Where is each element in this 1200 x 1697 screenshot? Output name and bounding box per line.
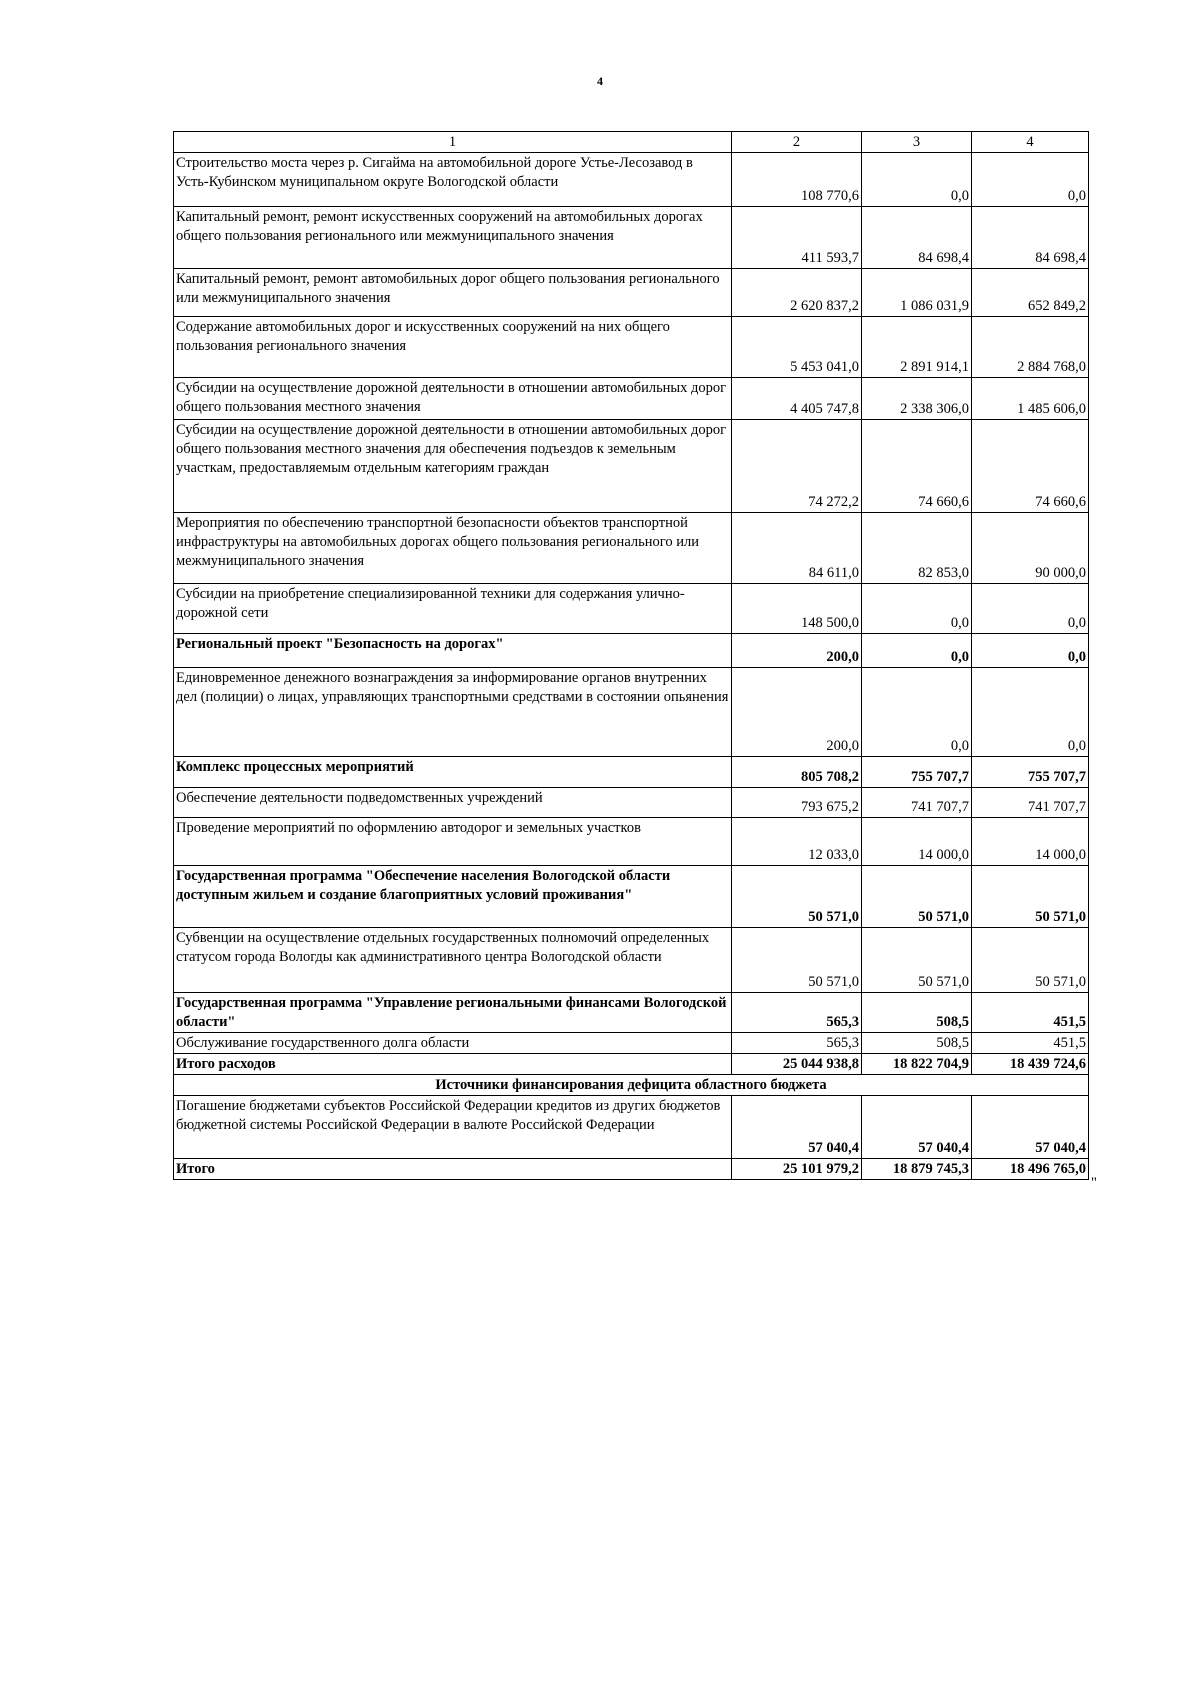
table-row [174,269,1089,317]
table-row [174,1054,1089,1075]
value-cell-col4: 0,0 [972,153,1089,207]
row-description: Субсидии на осуществление дорожной деятельности в отношении автомобильных дорог общего пользования местного значения [174,378,732,420]
value-cell-col2: 793 675,2 [732,788,862,818]
value-cell-col4: 755 707,7 [972,757,1089,788]
value-cell-col3: 2 338 306,0 [862,378,972,420]
value-cell-col3: 508,5 [862,993,972,1033]
value-cell-col3: 50 571,0 [862,866,972,928]
value-cell-col4: 2 884 768,0 [972,317,1089,378]
table-row [174,513,1089,584]
column-header-4: 4 [972,132,1089,153]
column-header-1: 1 [174,132,732,153]
table-row [174,317,1089,378]
table-row [174,668,1089,757]
value-cell-col3: 57 040,4 [862,1096,972,1159]
table-row [174,818,1089,866]
value-cell-col4: 652 849,2 [972,269,1089,317]
row-description: Проведение мероприятий по оформлению автодорог и земельных участков [174,818,732,866]
value-cell-col3: 1 086 031,9 [862,269,972,317]
value-cell-col4: 90 000,0 [972,513,1089,584]
row-description: Обслуживание государственного долга области [174,1033,732,1054]
value-cell-col4: 451,5 [972,993,1089,1033]
value-cell-col4: 18 496 765,0 [972,1159,1089,1180]
value-cell-col4: 741 707,7 [972,788,1089,818]
value-cell-col3: 74 660,6 [862,420,972,513]
value-cell-col4: 0,0 [972,634,1089,668]
value-cell-col3: 14 000,0 [862,818,972,866]
value-cell-col4: 18 439 724,6 [972,1054,1089,1075]
value-cell-col3: 84 698,4 [862,207,972,269]
table-row [174,993,1089,1033]
value-cell-col3: 508,5 [862,1033,972,1054]
row-description: Обеспечение деятельности подведомственных учреждений [174,788,732,818]
table-row [174,1159,1089,1180]
value-cell-col3: 0,0 [862,153,972,207]
value-cell-col3: 82 853,0 [862,513,972,584]
value-cell-col2: 4 405 747,8 [732,378,862,420]
table-row [174,757,1089,788]
column-header-2: 2 [732,132,862,153]
value-cell-col3: 741 707,7 [862,788,972,818]
value-cell-col2: 148 500,0 [732,584,862,634]
value-cell-col3: 2 891 914,1 [862,317,972,378]
row-description: Субвенции на осуществление отдельных государственных полномочий определенных статусом города Вологды как административного центра Вологодской области [174,928,732,993]
value-cell-col2: 2 620 837,2 [732,269,862,317]
row-description: Погашение бюджетами субъектов Российской Федерации кредитов из других бюджетов бюджетной системы Российской Федерации в валюте Российской Федерации [174,1096,732,1159]
value-cell-col4: 1 485 606,0 [972,378,1089,420]
closing-quote: " [1091,1175,1097,1191]
table-row [174,378,1089,420]
row-description: Субсидии на приобретение специализированной техники для содержания улично-дорожной сети [174,584,732,634]
value-cell-col2: 200,0 [732,668,862,757]
table-row [174,1096,1089,1159]
row-description: Капитальный ремонт, ремонт искусственных сооружений на автомобильных дорогах общего пользования регионального или межмуниципального значения [174,207,732,269]
value-cell-col2: 108 770,6 [732,153,862,207]
row-description: Мероприятия по обеспечению транспортной безопасности объектов транспортной инфраструктуры на автомобильных дорогах общего пользования регионального или межмуниципального значения [174,513,732,584]
value-cell-col2: 25 044 938,8 [732,1054,862,1075]
table-row [174,1033,1089,1054]
value-cell-col4: 84 698,4 [972,207,1089,269]
value-cell-col2: 200,0 [732,634,862,668]
table-row [174,928,1089,993]
value-cell-col2: 74 272,2 [732,420,862,513]
value-cell-col2: 5 453 041,0 [732,317,862,378]
table-header-row [174,132,1089,153]
value-cell-col3: 18 822 704,9 [862,1054,972,1075]
value-cell-col2: 50 571,0 [732,928,862,993]
table-row [174,788,1089,818]
section-header-row [174,1075,1089,1096]
row-description: Комплекс процессных мероприятий [174,757,732,788]
value-cell-col4: 57 040,4 [972,1096,1089,1159]
row-description: Итого расходов [174,1054,732,1075]
budget-table [173,131,1089,1180]
value-cell-col2: 50 571,0 [732,866,862,928]
section-title: Источники финансирования дефицита областного бюджета [174,1075,1089,1096]
table-row [174,584,1089,634]
value-cell-col4: 0,0 [972,668,1089,757]
table-row [174,634,1089,668]
value-cell-col4: 14 000,0 [972,818,1089,866]
row-description: Субсидии на осуществление дорожной деятельности в отношении автомобильных дорог общего пользования местного значения для обеспечения подъездов к земельным участкам, предоставляемым отдельным категориям граждан [174,420,732,513]
row-description: Содержание автомобильных дорог и искусственных сооружений на них общего пользования регионального значения [174,317,732,378]
column-header-3: 3 [862,132,972,153]
row-description: Региональный проект "Безопасность на дорогах" [174,634,732,668]
value-cell-col2: 57 040,4 [732,1096,862,1159]
row-description: Государственная программа "Обеспечение населения Вологодской области доступным жильем и создание благоприятных условий проживания" [174,866,732,928]
value-cell-col4: 0,0 [972,584,1089,634]
value-cell-col3: 0,0 [862,668,972,757]
row-description: Строительство моста через р. Сигайма на автомобильной дороге Устье-Лесозавод в Усть-Кубинском муниципальном округе Вологодской области [174,153,732,207]
value-cell-col2: 565,3 [732,993,862,1033]
table-row [174,207,1089,269]
value-cell-col4: 50 571,0 [972,928,1089,993]
value-cell-col2: 12 033,0 [732,818,862,866]
value-cell-col3: 0,0 [862,634,972,668]
value-cell-col2: 411 593,7 [732,207,862,269]
value-cell-col3: 0,0 [862,584,972,634]
value-cell-col3: 50 571,0 [862,928,972,993]
row-description: Капитальный ремонт, ремонт автомобильных дорог общего пользования регионального или межмуниципального значения [174,269,732,317]
value-cell-col2: 84 611,0 [732,513,862,584]
value-cell-col2: 565,3 [732,1033,862,1054]
value-cell-col3: 18 879 745,3 [862,1159,972,1180]
table-row [174,420,1089,513]
value-cell-col4: 74 660,6 [972,420,1089,513]
value-cell-col2: 25 101 979,2 [732,1159,862,1180]
table-row [174,866,1089,928]
row-description: Единовременное денежного вознаграждения за информирование органов внутренних дел (полиции) о лицах, управляющих транспортными средствами в состоянии опьянения [174,668,732,757]
table-row [174,153,1089,207]
page-number: 4 [597,74,603,88]
value-cell-col4: 50 571,0 [972,866,1089,928]
value-cell-col3: 755 707,7 [862,757,972,788]
value-cell-col2: 805 708,2 [732,757,862,788]
value-cell-col4: 451,5 [972,1033,1089,1054]
row-description: Итого [174,1159,732,1180]
row-description: Государственная программа "Управление региональными финансами Вологодской области" [174,993,732,1033]
